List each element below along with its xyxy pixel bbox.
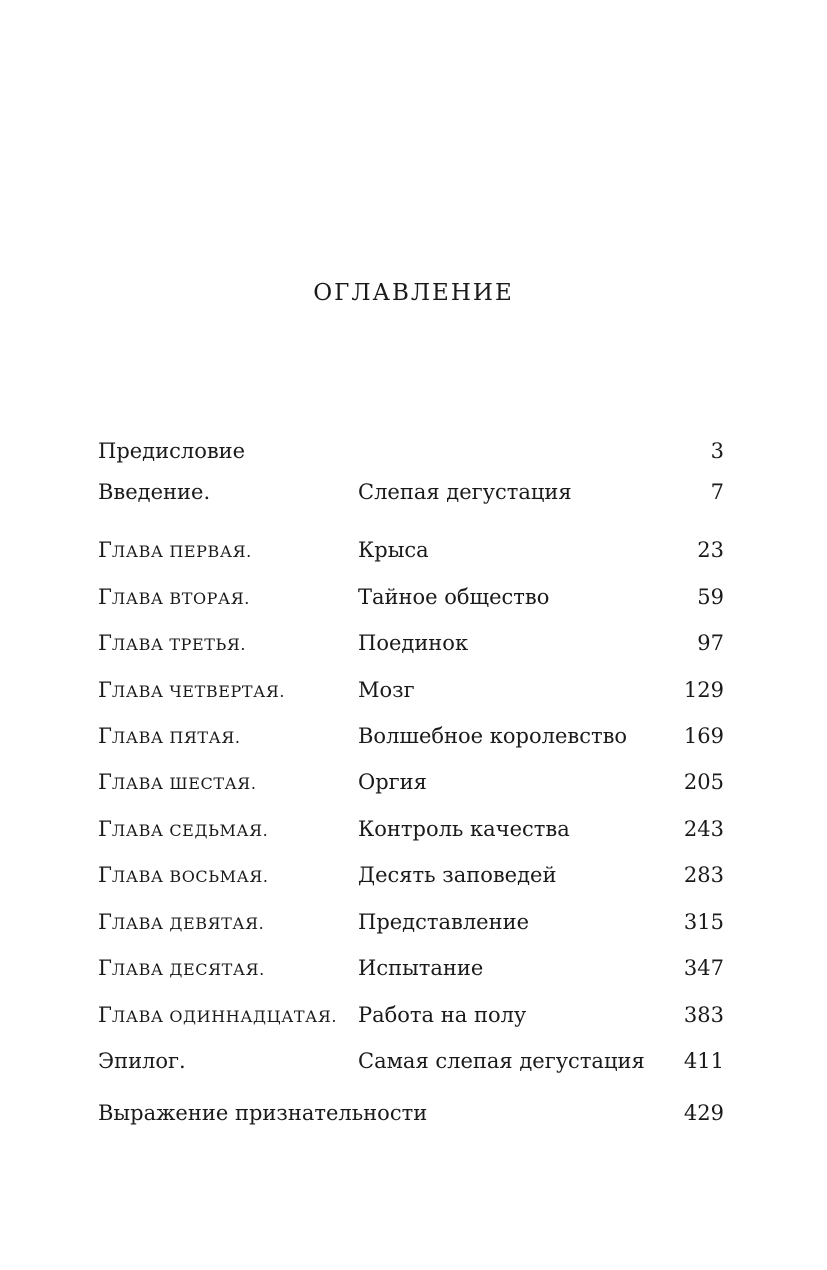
toc-entry-page-number: 283 bbox=[683, 863, 724, 887]
toc-entry-page-number: 383 bbox=[683, 1003, 724, 1027]
toc-entry-chapter-3 bbox=[98, 628, 724, 658]
toc-entry-page-number: 3 bbox=[710, 439, 724, 463]
toc-entry-chapter-5 bbox=[98, 721, 724, 751]
toc-entry-page-number: 169 bbox=[683, 724, 724, 748]
toc-entry-page-number: 129 bbox=[683, 678, 724, 702]
toc-entry-label: Введение. bbox=[98, 480, 211, 504]
toc-entry-label: ГЛАВА СЕДЬМАЯ. bbox=[98, 817, 269, 841]
toc-entry-page-number: 97 bbox=[697, 631, 724, 655]
toc-entry-title: Волшебное королевство bbox=[358, 724, 628, 748]
toc-entry-label: ГЛАВА ШЕСТАЯ. bbox=[98, 770, 257, 794]
toc-entry-title: Крыса bbox=[358, 538, 429, 562]
toc-entry-title: Контроль качества bbox=[358, 817, 570, 841]
toc-entry-title: Представление bbox=[358, 910, 530, 934]
toc-entry-chapter-6 bbox=[98, 767, 724, 797]
toc-entry-chapter-10 bbox=[98, 953, 724, 983]
toc-entry-label: ГЛАВА ВОСЬМАЯ. bbox=[98, 863, 269, 887]
toc-entry-page-number: 205 bbox=[683, 770, 724, 794]
toc-entry-page-number: 7 bbox=[710, 480, 724, 504]
toc-entry-label: Выражение признательности bbox=[98, 1101, 428, 1125]
toc-entry-label: ГЛАВА ДЕВЯТАЯ. bbox=[98, 910, 265, 934]
toc-entry-label: ГЛАВА ОДИННАДЦАТАЯ. bbox=[98, 1003, 338, 1027]
toc-entry-chapter-11 bbox=[98, 1000, 724, 1030]
toc-entry-label: ГЛАВА ДЕСЯТАЯ. bbox=[98, 956, 265, 980]
toc-entry-chapter-7 bbox=[98, 814, 724, 844]
toc-entry-page-number: 315 bbox=[683, 910, 724, 934]
toc-entry-label: ГЛАВА ВТОРАЯ. bbox=[98, 585, 250, 609]
page-title: ОГЛАВЛЕНИЕ bbox=[313, 280, 514, 306]
toc-entry-page-number: 59 bbox=[697, 585, 724, 609]
toc-entry-page-number: 23 bbox=[697, 538, 724, 562]
toc-entry-chapter-4 bbox=[98, 675, 724, 705]
toc-entry-chapter-2 bbox=[98, 582, 724, 612]
toc-entry-chapter-9 bbox=[98, 907, 724, 937]
toc-entry-preface bbox=[98, 436, 724, 466]
toc-entry-page-number: 347 bbox=[683, 956, 724, 980]
toc-entry-label: Предисловие bbox=[98, 439, 246, 463]
toc-entry-label: ГЛАВА ЧЕТВЕРТАЯ. bbox=[98, 678, 286, 702]
toc-entry-chapter-1 bbox=[98, 535, 724, 565]
toc-entry-label: ГЛАВА ПЯТАЯ. bbox=[98, 724, 241, 748]
toc-entry-label: ГЛАВА ПЕРВАЯ. bbox=[98, 538, 252, 562]
toc-entry-introduction bbox=[98, 477, 724, 507]
toc-entry-title: Испытание bbox=[358, 956, 484, 980]
toc-entry-page-number: 411 bbox=[683, 1049, 724, 1073]
toc-entry-epilogue bbox=[98, 1046, 724, 1076]
toc-entry-title: Поединок bbox=[358, 631, 469, 655]
toc-entry-page-number: 429 bbox=[683, 1101, 724, 1125]
toc-entry-title: Тайное общество bbox=[358, 585, 550, 609]
toc-entry-title: Мозг bbox=[358, 678, 415, 702]
toc-entry-page-number: 243 bbox=[683, 817, 724, 841]
toc-entry-title: Слепая дегустация bbox=[358, 480, 572, 504]
toc-entry-acknowledgements bbox=[98, 1098, 724, 1128]
toc-entry-label: Эпилог. bbox=[98, 1049, 186, 1073]
toc-entry-title: Самая слепая дегустация bbox=[358, 1049, 645, 1073]
toc-entry-title: Работа на полу bbox=[358, 1003, 527, 1027]
toc-entry-label: ГЛАВА ТРЕТЬЯ. bbox=[98, 631, 247, 655]
toc-entry-title: Десять заповедей bbox=[358, 863, 557, 887]
toc-entry-title: Оргия bbox=[358, 770, 427, 794]
toc-entry-chapter-8 bbox=[98, 860, 724, 890]
